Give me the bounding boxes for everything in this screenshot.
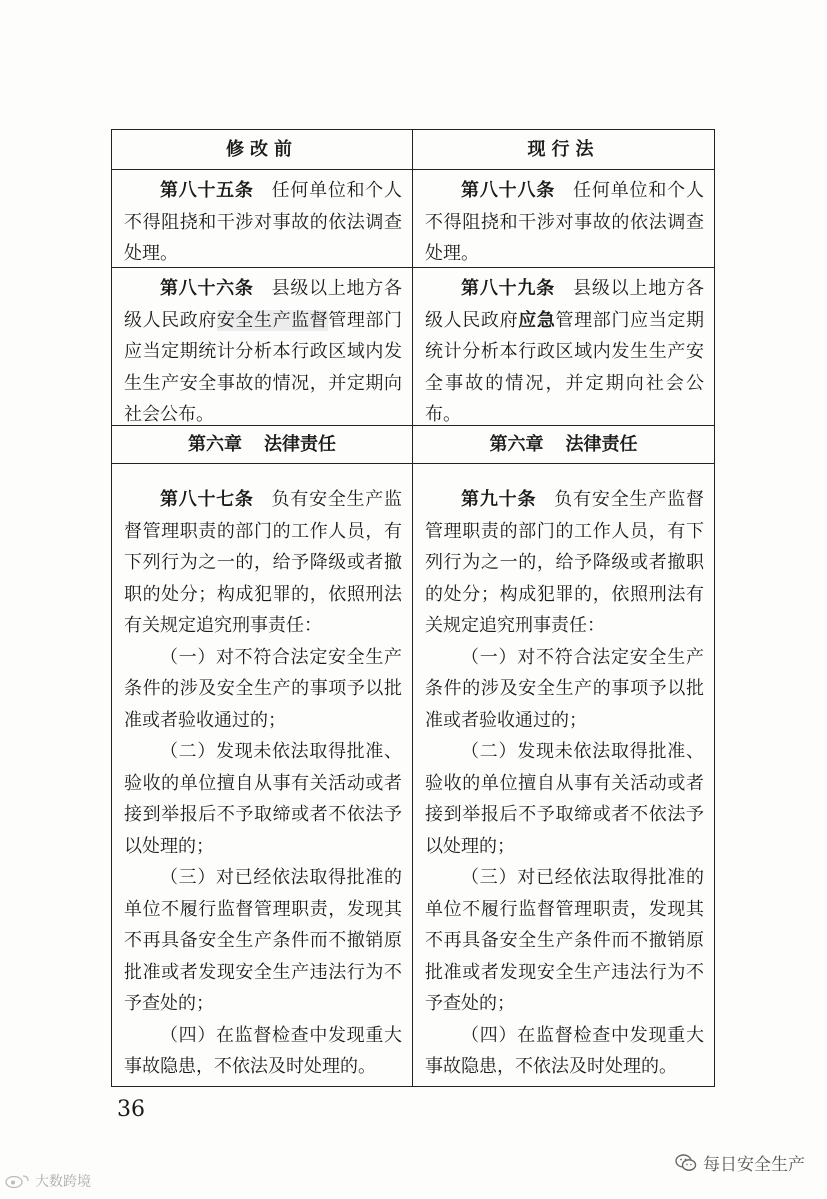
article-text: 任何单位和个人不得阻挠和干涉对事故的依法调查处理。	[124, 180, 403, 264]
cell-art86	[112, 268, 413, 426]
chapter-heading-left	[112, 426, 413, 464]
watermark-account	[675, 1150, 805, 1175]
cell-art87	[112, 464, 413, 1086]
cell-art90	[413, 464, 714, 1086]
clause-item: （二）发现未依法取得批准、验收的单位擅自从事有关活动或者接到举报后不予取缔或者不依法予以处理的；	[425, 741, 704, 857]
chapter-number: 第六章	[188, 433, 242, 455]
article-intro: 负有安全生产监督管理职责的部门的工作人员，有下列行为之一的，给予降级或者撤职的处分；构成犯罪的，依照刑法有关规定追究刑事责任：	[124, 489, 403, 636]
clause-item: （三）对已经依法取得批准的单位不履行监督管理职责，发现其不再具备安全生产条件而不撤销原批准或者发现安全生产违法行为不予查处的；	[425, 867, 704, 1014]
article-text: 任何单位和个人不得阻挠和干涉对事故的依法调查处理。	[425, 180, 705, 264]
clause-item: （一）对不符合法定安全生产条件的涉及安全生产的事项予以批准或者验收通过的；	[124, 646, 402, 731]
watermark-source	[4, 1171, 91, 1191]
chapter-number: 第六章	[489, 433, 544, 455]
watermark-text: 每日安全生产	[703, 1155, 805, 1175]
clause-item: （一）对不符合法定安全生产条件的涉及安全生产的事项予以批准或者验收通过的；	[425, 646, 704, 731]
page-number: 36	[117, 1097, 145, 1122]
chapter-heading-right	[413, 426, 714, 464]
article-text-a: 县级以上地方各级人民政府	[124, 278, 403, 331]
clause-item: （四）在监督检查中发现重大事故隐患，不依法及时处理的。	[425, 1024, 704, 1077]
watermark-source-text: 大数跨境	[35, 1174, 91, 1190]
article-number: 第九十条	[461, 489, 537, 510]
article-number: 第八十七条	[160, 489, 254, 510]
cell-art88	[413, 170, 714, 268]
wechat-icon	[675, 1153, 697, 1173]
emphasized-text: 应急	[518, 309, 556, 331]
chapter-title: 法律责任	[264, 433, 336, 455]
chapter-title: 法律责任	[565, 433, 638, 455]
clause-item: （三）对已经依法取得批准的单位不履行监督管理职责，发现其不再具备安全生产条件而不撤销原批准或者发现安全生产违法行为不予查处的；	[124, 867, 402, 1014]
header-current: 现行法	[413, 130, 714, 170]
article-text-a: 县级以上地方各级人民政府	[425, 278, 705, 331]
article-text-b: 管理部门应当定期统计分析本行政区域内发生生产安全事故的情况，并定期向社会公布。	[124, 309, 403, 425]
highlighted-text: 安全生产监督	[216, 309, 329, 331]
article-intro: 负有安全生产监督管理职责的部门的工作人员，有下列行为之一的，给予降级或者撤职的处分；构成犯罪的，依照刑法有关规定追究刑事责任：	[425, 489, 705, 636]
article-number: 第八十五条	[160, 180, 254, 201]
clause-item: （四）在监督检查中发现重大事故隐患，不依法及时处理的。	[124, 1024, 402, 1077]
article-text-b: 管理部门应当定期统计分析本行政区域内发生生产安全事故的情况，并定期向社会公布。	[425, 309, 705, 425]
cell-art89	[413, 268, 714, 426]
weibo-icon	[4, 1173, 32, 1189]
comparison-table	[111, 129, 715, 1087]
cell-art85	[112, 170, 413, 268]
article-number: 第八十八条	[461, 180, 556, 201]
clause-item: （二）发现未依法取得批准、验收的单位擅自从事有关活动或者接到举报后不予取缔或者不依法予以处理的；	[124, 741, 402, 857]
article-number: 第八十六条	[160, 278, 254, 299]
article-number: 第八十九条	[461, 278, 556, 299]
header-before: 修改前	[112, 130, 413, 170]
